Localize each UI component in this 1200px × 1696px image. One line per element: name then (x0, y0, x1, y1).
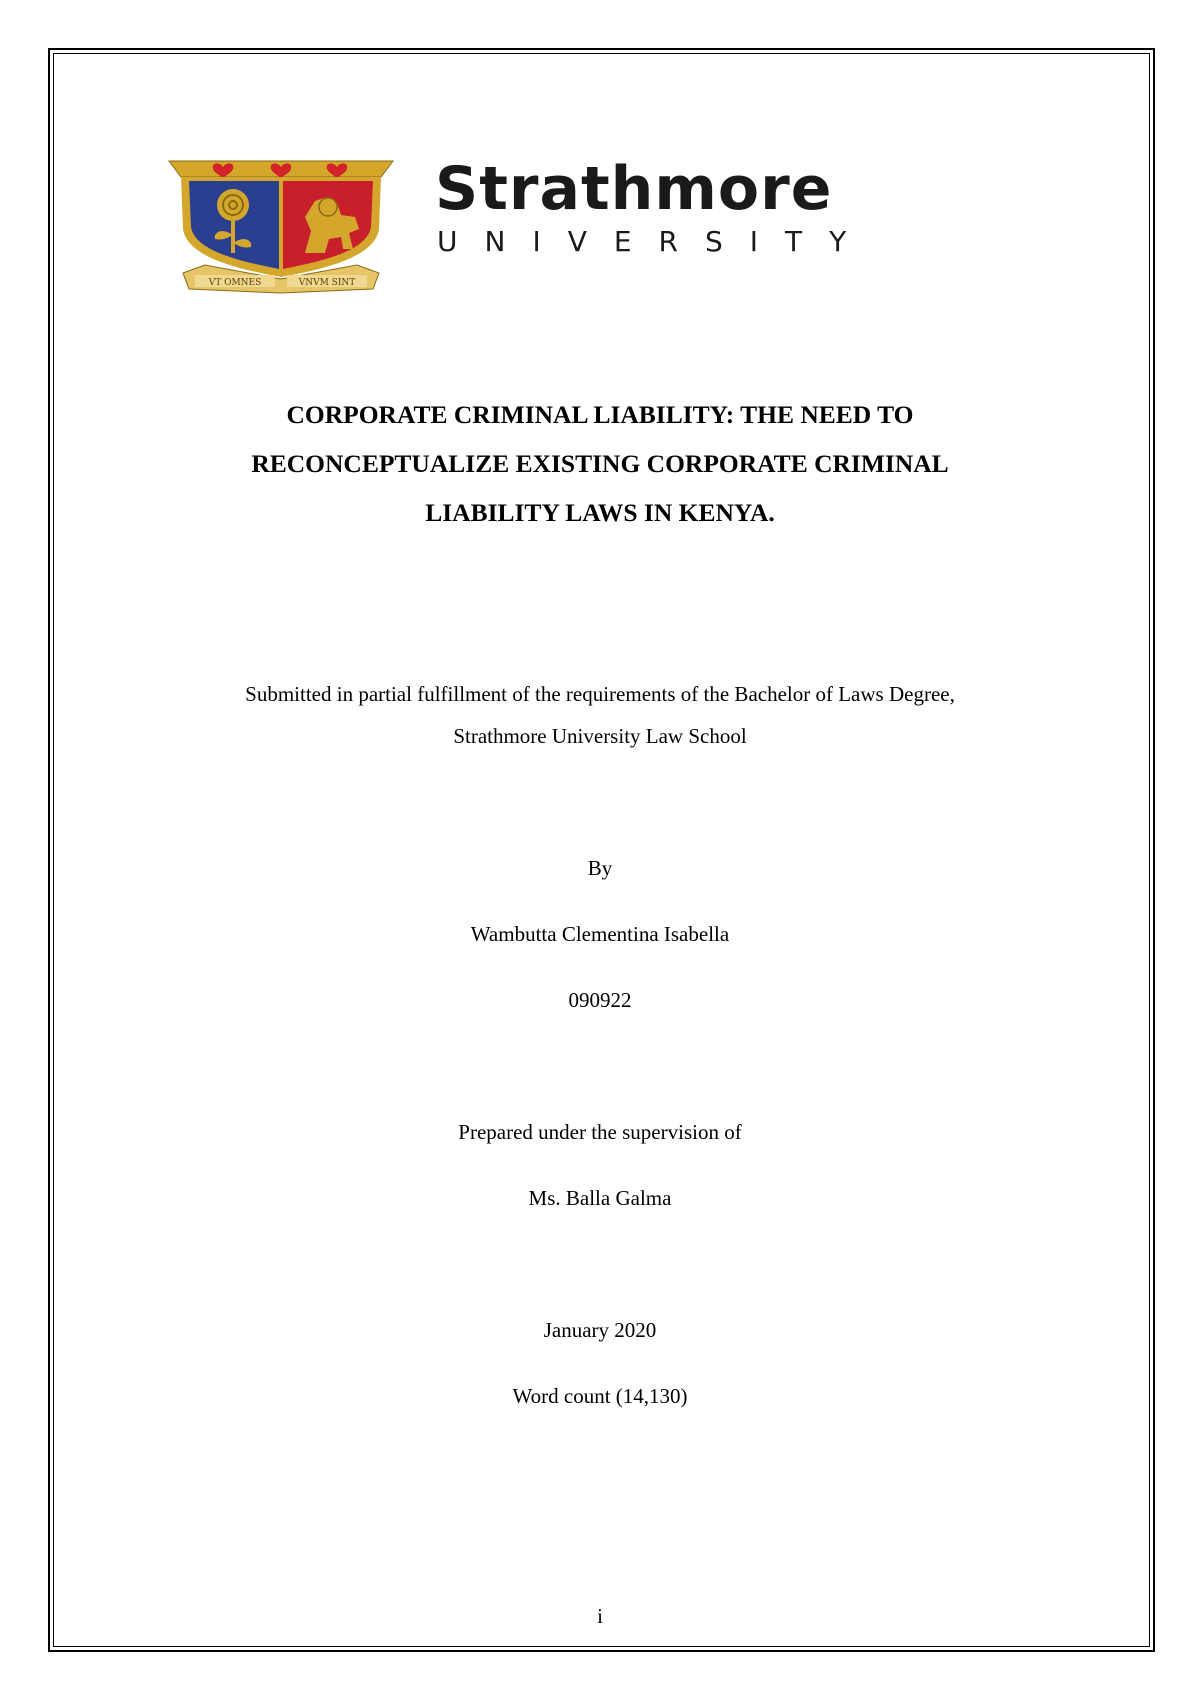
author-name: Wambutta Clementina Isabella (470, 922, 730, 946)
university-logo (165, 152, 1000, 292)
by-label: By (587, 856, 613, 880)
title-line: LIABILITY LAWS IN KENYA. (425, 498, 775, 527)
page-number: i (597, 1604, 603, 1628)
crest-icon (165, 157, 397, 294)
title-line: RECONCEPTUALIZE EXISTING CORPORATE CRIMINAL (251, 449, 949, 478)
title-line: CORPORATE CRIMINAL LIABILITY: THE NEED TO (286, 400, 914, 429)
student-id: 090922 (568, 988, 632, 1012)
motto-left: VT OMNES (208, 278, 262, 288)
supervisor-name: Ms. Balla Galma (528, 1186, 672, 1210)
word-count: Word count (14,130) (512, 1384, 688, 1408)
submission-date: January 2020 (543, 1318, 657, 1342)
motto-right: VNVM SINT (298, 278, 356, 288)
thesis-title (120, 390, 1080, 537)
wordmark (435, 154, 1000, 258)
wordmark-name: Strathmore (435, 154, 833, 224)
supervision-label: Prepared under the supervision of (458, 1120, 742, 1144)
wordmark-subtitle: UNIVERSITY (437, 225, 874, 258)
submission-statement: Submitted in partial fulfillment of the requirements of the Bachelor of Laws Degree, (245, 682, 955, 706)
school-name: Strathmore University Law School (453, 724, 747, 748)
